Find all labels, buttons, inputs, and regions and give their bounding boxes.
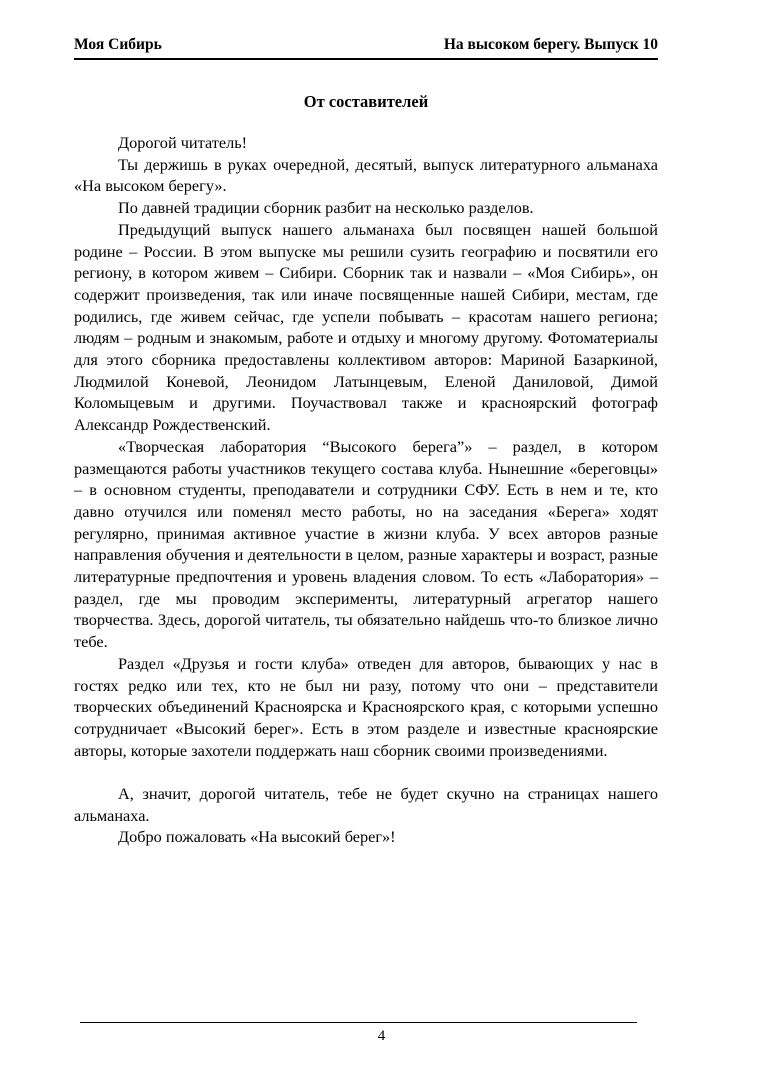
header-right-title: На высоком берегу. Выпуск 10 [443,36,658,53]
paragraph: Раздел «Друзья и гости клуба» отведен для авторов, бывающих у нас в гостях редко или тех, кто не был ни разу, потому что они – представители творческих объединений Красноярска и Красноярского края, с которыми успешно сотрудничает «Высокий берег». Есть в этом разделе и известные красноярские авторы, которые захотели поддержать наш сборник своими произведениями. [74,653,658,760]
paragraph-closing: Добро пожаловать «На высокий берег»! [118,827,396,847]
paragraph: Ты держишь в руках очередной, десятый, выпуск литературного альманаха «На высоком берегу». [74,154,658,196]
footer-divider [80,1022,637,1023]
header-left-title: Моя Сибирь [74,36,162,53]
paragraph: По давней традиции сборник разбит на несколько разделов. [118,198,534,218]
page-number: 4 [377,1028,386,1044]
section-title: От составителей [303,92,429,111]
paragraph: А, значит, дорогой читатель, тебе не будет скучно на страницах нашего альманаха. [74,784,658,825]
paragraph: «Творческая лаборатория “Высокого берега”» – раздел, в котором размещаются работы участников текущего состава клуба. Нынешние «береговцы» – в основном студенты, преподаватели и сотрудники СФУ. Есть в нем и те, кто давно отучился или поменял место работы, но на заседания «Берега» ходят регулярно, принимая активное участие в жизни клуба. У всех авторов разные направления обучения и деятельности в целом, разные характеры и возраст, разные литературные предпочтения и уровень владения словом. То есть «Лаборатория» – раздел, где мы проводим эксперименты, литературный агрегатор нашего творчества. Здесь, дорогой читатель, ты обязательно найдешь что-то близкое лично тебе. [74,436,658,652]
running-header [74,36,658,60]
paragraph: Предыдущий выпуск нашего альманаха был посвящен нашей большой родине – России. В этом выпуске мы решили сузить географию и посвятили его региону, в котором живем – Сибири. Сборник так и назвали – «Моя Сибирь», он содержит произведения, так или иначе посвященные нашей Сибири, местам, где родились, где живем сейчас, где успели побывать – красотам нашего региона; людям – родным и знакомым, работе и отдыху и многому другому. Фотоматериалы для этого сборника предоставлены коллективом авторов: Мариной Базаркиной, Людмилой Коневой, Леонидом Латынцевым, Еленой Даниловой, Димой Коломыцевым и другими. Поучаствовал также и красноярский фотограф Александр Рождественский. [74,219,658,435]
body-text [74,132,658,848]
paragraph-greeting: Дорогой читатель! [118,133,248,152]
